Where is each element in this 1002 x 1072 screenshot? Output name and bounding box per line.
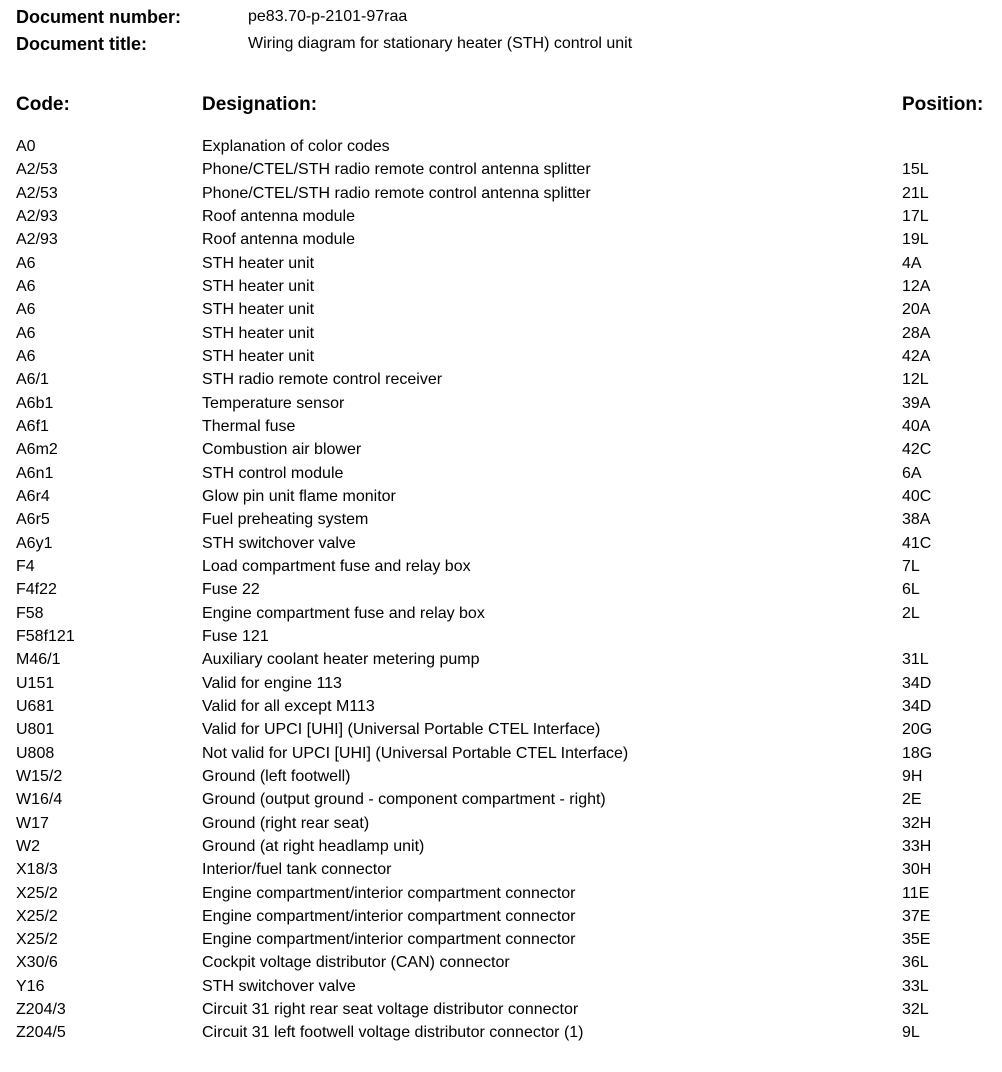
- position-cell: 12A: [902, 277, 931, 295]
- code-cell: A6/1: [16, 371, 49, 389]
- table-row: [0, 812, 1002, 835]
- designation-cell: Phone/CTEL/STH radio remote control antenna splitter: [202, 161, 591, 179]
- code-cell: F4f22: [16, 581, 57, 599]
- table-row: [0, 275, 1002, 298]
- position-cell: 35E: [902, 931, 931, 949]
- designation-cell: STH heater unit: [202, 347, 315, 365]
- code-cell: A6: [16, 254, 36, 272]
- code-cell: X25/2: [16, 907, 58, 925]
- code-cell: W2: [16, 837, 40, 855]
- code-cell: A6f1: [16, 417, 49, 435]
- document-title-value: Wiring diagram for stationary heater (STH) control unit: [248, 35, 633, 52]
- designation-cell: STH switchover valve: [202, 534, 356, 552]
- position-cell: 7L: [902, 557, 920, 575]
- code-cell: U681: [16, 697, 55, 715]
- table-row: [0, 975, 1002, 998]
- document-title-label: Document title:: [16, 34, 148, 54]
- designation-cell: Ground (at right headlamp unit): [202, 837, 425, 855]
- designation-cell: Roof antenna module: [202, 207, 355, 225]
- designation-cell: Valid for all except M113: [202, 697, 375, 715]
- table-row: [0, 415, 1002, 438]
- code-cell: X30/6: [16, 954, 58, 972]
- table-row: [0, 835, 1002, 858]
- position-cell: 33H: [902, 837, 932, 855]
- position-cell: 9H: [902, 767, 923, 785]
- code-cell: U808: [16, 744, 55, 762]
- document-number-value: pe83.70-p-2101-97raa: [248, 8, 408, 25]
- designation-cell: Engine compartment/interior compartment connector: [202, 907, 576, 925]
- table-row: [0, 485, 1002, 508]
- table-row: [0, 252, 1002, 275]
- code-cell: A2/53: [16, 161, 58, 179]
- designation-cell: Engine compartment/interior compartment connector: [202, 931, 576, 949]
- table-row: [0, 368, 1002, 391]
- designation-cell: STH heater unit: [202, 277, 315, 295]
- table-row: [0, 695, 1002, 718]
- table-row: [0, 648, 1002, 671]
- position-cell: 40C: [902, 487, 932, 505]
- designation-cell: Ground (left footwell): [202, 767, 351, 785]
- designation-cell: Auxiliary coolant heater metering pump: [202, 651, 480, 669]
- position-cell: 20A: [902, 301, 931, 319]
- position-cell: 42C: [902, 441, 932, 459]
- component-list: [0, 135, 1002, 1045]
- designation-cell: Ground (right rear seat): [202, 814, 370, 832]
- position-cell: 40A: [902, 417, 931, 435]
- table-row: [0, 438, 1002, 461]
- designation-cell: STH control module: [202, 464, 344, 482]
- position-cell: 34D: [902, 697, 932, 715]
- code-cell: A6: [16, 324, 36, 342]
- position-cell: 42A: [902, 347, 931, 365]
- column-header-position: Position:: [902, 94, 984, 115]
- table-row: [0, 672, 1002, 695]
- code-cell: A6r4: [16, 487, 50, 505]
- position-cell: 36L: [902, 954, 929, 972]
- column-header-code: Code:: [16, 94, 70, 115]
- table-row: [0, 718, 1002, 741]
- designation-cell: Thermal fuse: [202, 417, 296, 435]
- table-row: [0, 555, 1002, 578]
- designation-cell: Circuit 31 left footwell voltage distributor connector (1): [202, 1024, 584, 1042]
- designation-cell: Valid for engine 113: [202, 674, 342, 692]
- table-row: [0, 322, 1002, 345]
- code-cell: A6n1: [16, 464, 54, 482]
- designation-cell: Load compartment fuse and relay box: [202, 557, 471, 575]
- table-row: [0, 158, 1002, 181]
- position-cell: 21L: [902, 184, 929, 202]
- position-cell: 4A: [902, 254, 922, 272]
- designation-cell: Ground (output ground - component compartment - right): [202, 791, 606, 809]
- designation-cell: Fuel preheating system: [202, 511, 369, 529]
- position-cell: 9L: [902, 1024, 920, 1042]
- table-row: [0, 1021, 1002, 1044]
- position-cell: 28A: [902, 324, 931, 342]
- position-cell: 6A: [902, 464, 922, 482]
- code-cell: X18/3: [16, 861, 58, 879]
- code-cell: Z204/3: [16, 1001, 66, 1019]
- position-cell: 31L: [902, 651, 929, 669]
- designation-cell: STH radio remote control receiver: [202, 371, 443, 389]
- table-row: [0, 392, 1002, 415]
- position-cell: 32H: [902, 814, 932, 832]
- designation-cell: Fuse 22: [202, 581, 260, 599]
- code-cell: M46/1: [16, 651, 61, 669]
- table-row: [0, 788, 1002, 811]
- designation-cell: Phone/CTEL/STH radio remote control antenna splitter: [202, 184, 591, 202]
- designation-cell: STH heater unit: [202, 324, 315, 342]
- code-cell: A6r5: [16, 511, 50, 529]
- table-row: [0, 625, 1002, 648]
- code-cell: A6: [16, 347, 36, 365]
- code-cell: A6b1: [16, 394, 54, 412]
- position-cell: 38A: [902, 511, 931, 529]
- designation-cell: STH heater unit: [202, 254, 315, 272]
- table-row: [0, 228, 1002, 251]
- table-row: [0, 905, 1002, 928]
- document-number-label: Document number:: [16, 7, 182, 27]
- position-cell: 18G: [902, 744, 933, 762]
- code-cell: F4: [16, 557, 35, 575]
- table-row: [0, 742, 1002, 765]
- designation-cell: Engine compartment fuse and relay box: [202, 604, 485, 622]
- designation-cell: Cockpit voltage distributor (CAN) connector: [202, 954, 510, 972]
- designation-cell: Interior/fuel tank connector: [202, 861, 392, 879]
- table-row: [0, 462, 1002, 485]
- code-cell: A6m2: [16, 441, 58, 459]
- table-row: [0, 998, 1002, 1021]
- designation-cell: Circuit 31 right rear seat voltage distributor connector: [202, 1001, 579, 1019]
- table-row: [0, 882, 1002, 905]
- designation-cell: Glow pin unit flame monitor: [202, 487, 396, 505]
- position-cell: 17L: [902, 207, 929, 225]
- designation-cell: Not valid for UPCI [UHI] (Universal Portable CTEL Interface): [202, 744, 629, 762]
- code-cell: A6y1: [16, 534, 53, 552]
- column-header-designation: Designation:: [202, 94, 318, 115]
- table-row: [0, 345, 1002, 368]
- position-cell: 39A: [902, 394, 931, 412]
- position-cell: 30H: [902, 861, 932, 879]
- code-cell: X25/2: [16, 931, 58, 949]
- designation-cell: Engine compartment/interior compartment connector: [202, 884, 576, 902]
- table-row: [0, 602, 1002, 625]
- position-cell: 15L: [902, 161, 929, 179]
- code-cell: W16/4: [16, 791, 63, 809]
- table-row: [0, 532, 1002, 555]
- position-cell: 41C: [902, 534, 932, 552]
- table-row: [0, 928, 1002, 951]
- designation-cell: Explanation of color codes: [202, 138, 390, 155]
- table-row: [0, 578, 1002, 601]
- code-cell: F58f121: [16, 627, 75, 645]
- position-cell: 32L: [902, 1001, 929, 1019]
- position-cell: 12L: [902, 371, 929, 389]
- table-row: [0, 298, 1002, 321]
- position-cell: 19L: [902, 231, 929, 249]
- designation-cell: Temperature sensor: [202, 394, 345, 412]
- code-cell: A2/93: [16, 207, 58, 225]
- code-cell: U151: [16, 674, 55, 692]
- code-cell: W15/2: [16, 767, 63, 785]
- position-cell: 6L: [902, 581, 920, 599]
- position-cell: 2E: [902, 791, 922, 809]
- code-cell: W17: [16, 814, 49, 832]
- position-cell: 37E: [902, 907, 931, 925]
- code-cell: Z204/5: [16, 1024, 66, 1042]
- designation-cell: Valid for UPCI [UHI] (Universal Portable CTEL Interface): [202, 721, 601, 739]
- code-cell: A0: [16, 138, 36, 155]
- table-row: [0, 135, 1002, 158]
- position-cell: 20G: [902, 721, 933, 739]
- position-cell: 11E: [902, 884, 930, 902]
- designation-cell: STH switchover valve: [202, 977, 356, 995]
- position-cell: 34D: [902, 674, 932, 692]
- table-row: [0, 205, 1002, 228]
- designation-cell: Combustion air blower: [202, 441, 362, 459]
- table-row: [0, 765, 1002, 788]
- designation-cell: Roof antenna module: [202, 231, 355, 249]
- code-cell: A2/93: [16, 231, 58, 249]
- designation-cell: STH heater unit: [202, 301, 315, 319]
- designation-cell: Fuse 121: [202, 627, 269, 645]
- code-cell: U801: [16, 721, 55, 739]
- code-cell: A6: [16, 277, 36, 295]
- table-row: [0, 858, 1002, 881]
- code-cell: A2/53: [16, 184, 58, 202]
- position-cell: 2L: [902, 604, 920, 622]
- table-row: [0, 951, 1002, 974]
- code-cell: Y16: [16, 977, 45, 995]
- position-cell: 33L: [902, 977, 929, 995]
- code-cell: A6: [16, 301, 36, 319]
- table-row: [0, 182, 1002, 205]
- code-cell: X25/2: [16, 884, 58, 902]
- code-cell: F58: [16, 604, 44, 622]
- table-row: [0, 508, 1002, 531]
